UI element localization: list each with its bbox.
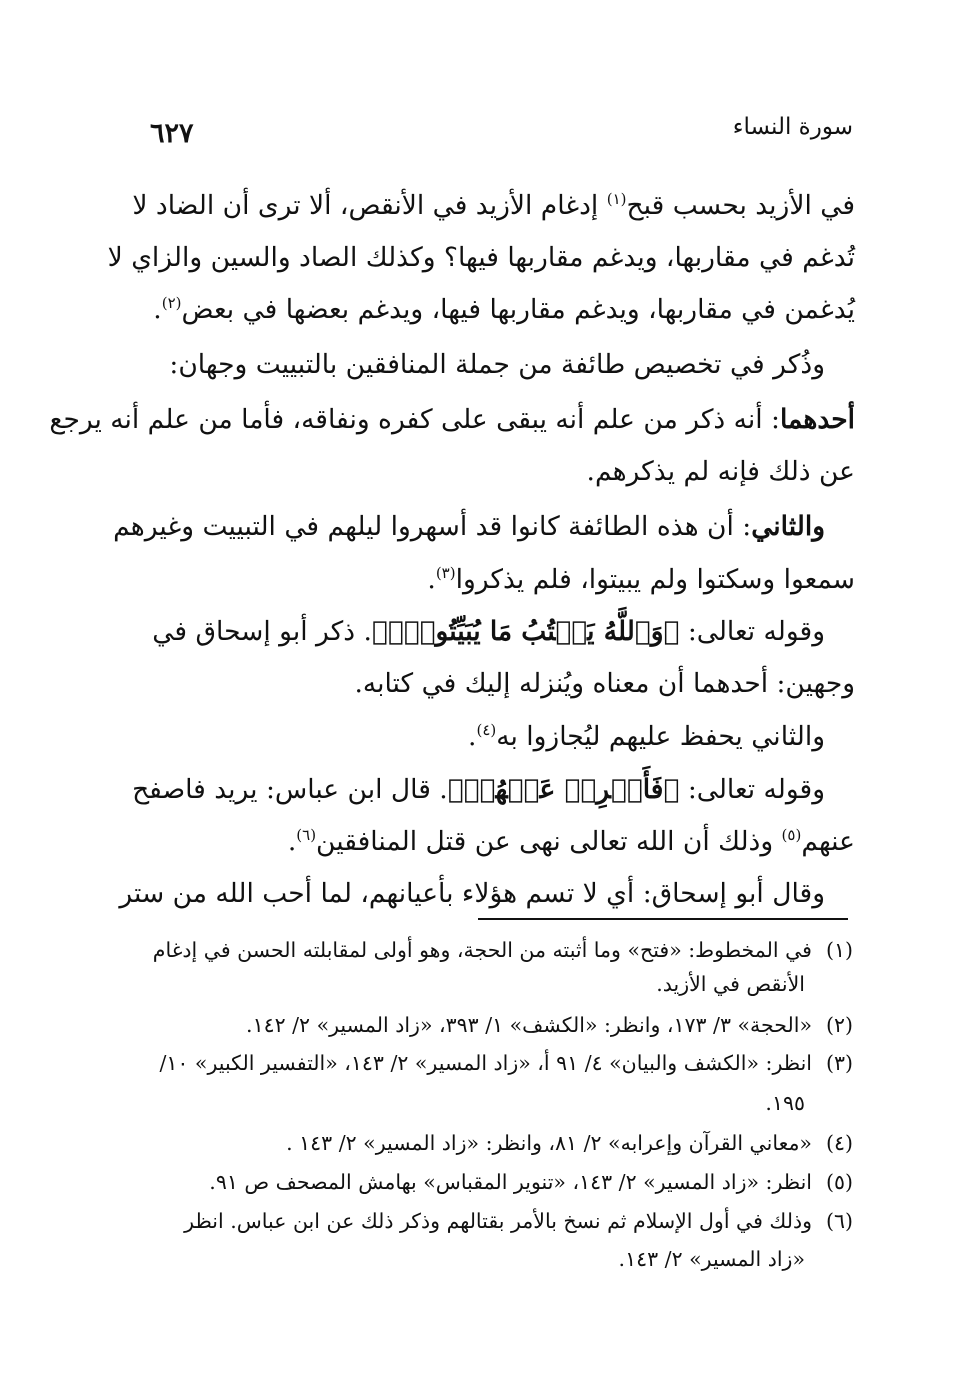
footnote-ref-2[interactable]: (٢) <box>161 294 182 313</box>
footnote-number: (٦) <box>825 1209 853 1233</box>
footnote-ref-4[interactable]: (٤) <box>476 721 497 740</box>
footnote-ref-1[interactable]: (١) <box>606 190 627 209</box>
footnote-number: (١) <box>825 938 853 962</box>
body-line-1 <box>132 184 855 228</box>
footnote-text: وذلك في أول الإسلام ثم نسخ بالأمر بقتالهم وذكر ذلك عن ابن عباس. انظر <box>184 1209 812 1233</box>
quran-verse: ﴿وَٱللَّهُ يَكۡتُبُ مَا يُبَيِّتُونَۖ﴾ <box>371 616 680 647</box>
text-segment: . ذكر أبو إسحاق في <box>152 616 372 647</box>
footnote-2 <box>246 1009 853 1041</box>
text-segment: وقوله تعالى: <box>679 616 825 647</box>
footnote-text: انظر: «الكشف والبيان» ٤/ ٩١ أ، «زاد المسير» ٢/ ١٤٣، «التفسير الكبير» ١٠/ <box>159 1051 812 1075</box>
footnote-text: «الحجة» ٣/ ١٧٣، وانظر: «الكشف» ١/ ٣٩٣، «زاد المسير» ٢/ ١٤٢. <box>246 1013 812 1037</box>
text-segment: في الأزيد بحسب قبح <box>626 190 855 221</box>
footnote-number: (٥) <box>825 1170 853 1194</box>
footnote-number: (٤) <box>825 1131 853 1155</box>
body-line-13 <box>288 820 855 864</box>
footnote-number: (٣) <box>825 1051 853 1075</box>
text-segment: . قال ابن عباس: يريد فاصفح <box>132 774 448 805</box>
body-line-5 <box>49 398 855 442</box>
text-segment: : أن هذه الطائفة كانوا قد أسهروا ليلهم في التبييت وغيرهم <box>113 511 752 542</box>
footnote-5 <box>209 1166 853 1198</box>
footnote-6-continuation: «زاد المسير» ٢/ ١٤٣. <box>618 1247 805 1271</box>
footnote-divider <box>478 918 848 920</box>
footnote-ref-5[interactable]: (٥) <box>781 826 802 845</box>
second-aspect-label: والثاني <box>751 511 825 542</box>
text-segment: وذلك أن الله تعالى نهى عن قتل المنافقين <box>316 826 782 857</box>
footnote-text: انظر: «زاد المسير» ٢/ ١٤٣، «تنوير المقباس» بهامش المصحف ص ٩١. <box>209 1170 812 1194</box>
footnote-6 <box>184 1205 853 1237</box>
body-line-14: وقال أبو إسحاق: أي لا تسم هؤلاء بأعيانهم، لما أحب الله من ستر <box>119 878 825 909</box>
footnote-3-continuation: ١٩٥. <box>765 1091 805 1115</box>
body-line-12 <box>132 768 825 812</box>
body-line-4: وذُكر في تخصيص طائفة من جملة المنافقين بالتبييت وجهان: <box>169 349 825 380</box>
footnote-1-continuation: الأنقص في الأزيد. <box>656 972 805 996</box>
text-segment: سمعوا وسكتوا ولم يبيتوا، فلم يذكروا <box>455 564 855 595</box>
body-line-8 <box>427 558 855 602</box>
footnote-ref-6[interactable]: (٦) <box>296 826 317 845</box>
first-aspect-label: أحدهما <box>779 404 855 435</box>
body-line-3 <box>153 288 855 332</box>
text-segment: عنهم <box>801 826 855 857</box>
page-number: ٦٢٧ <box>150 118 194 149</box>
body-line-10: وجهين: أحدهما أن معناه ويُنزله إليك في كتابه. <box>354 668 855 699</box>
body-line-6: عن ذلك فإنه لم يذكرهم. <box>586 456 855 487</box>
surah-title: سورة النساء <box>732 114 853 140</box>
footnote-1 <box>153 934 853 966</box>
footnote-ref-3[interactable]: (٣) <box>435 564 456 583</box>
footnote-text: في المخطوط: «فتح» وما أثبته من الحجة، وهو أولى لمقابلته الحسن في إدغام <box>152 938 812 962</box>
quran-verse: ﴿فَأَعۡرِضۡ عَنۡهُمۡ﴾ <box>447 774 680 805</box>
text-segment: إدغام الأزيد في الأنقص، ألا ترى أن الضاد لا <box>132 190 607 221</box>
footnote-text: «معاني القرآن وإعرابه» ٢/ ٨١، وانظر: «زاد المسير» ٢/ ١٤٣ . <box>286 1131 812 1155</box>
footnote-number: (٢) <box>825 1013 853 1037</box>
footnote-3 <box>159 1047 853 1079</box>
text-segment: والثاني يحفظ عليهم ليُجازوا به <box>496 721 825 752</box>
body-line-9 <box>152 610 825 654</box>
footnote-4 <box>286 1127 853 1159</box>
text-segment: . <box>427 564 436 595</box>
text-segment: . <box>153 294 162 325</box>
body-line-7 <box>113 505 825 549</box>
text-segment: وقوله تعالى: <box>679 774 825 805</box>
body-line-2: تُدغم في مقاربها، ويدغم مقاربها فيها؟ وكذلك الصاد والسين والزاي لا <box>107 242 855 273</box>
body-line-11 <box>468 715 825 759</box>
text-segment: . <box>468 721 477 752</box>
text-segment: . <box>287 826 297 857</box>
text-segment: يُدغمن في مقاربها، ويدغم مقاربها فيها، ويدغم بعضها في بعض <box>181 294 855 325</box>
text-segment: : أنه ذكر من علم أنه يبقى على كفره ونفاقه، فأما من علم أنه يرجع <box>49 404 780 435</box>
